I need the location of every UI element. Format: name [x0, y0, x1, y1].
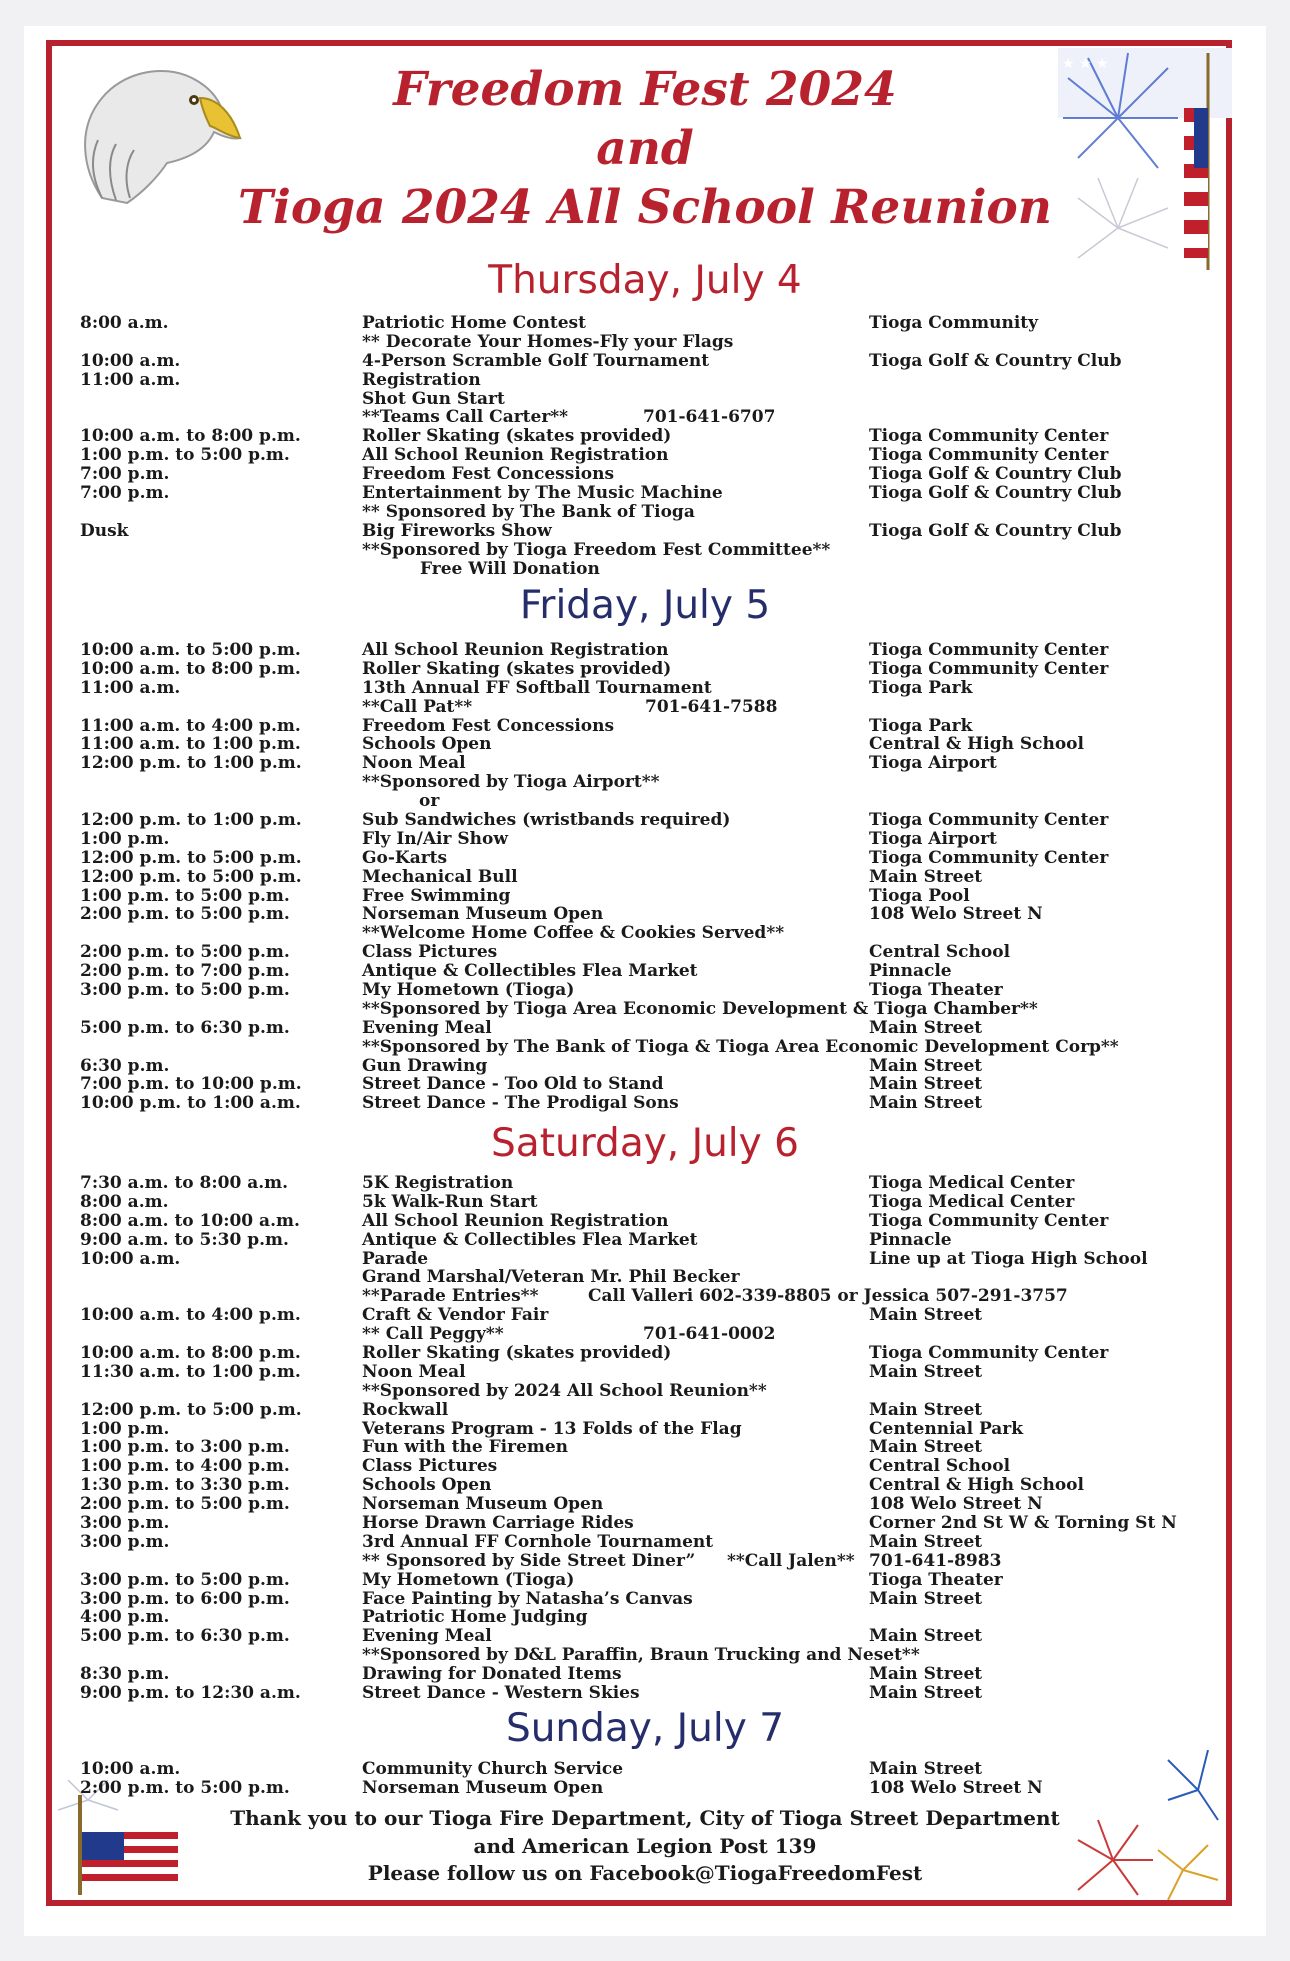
schedule-saturday — [0, 1174, 1290, 1703]
schedule-row — [0, 1075, 1290, 1094]
event-name: Noon Meal — [362, 1361, 466, 1382]
event-time: Dusk — [80, 520, 129, 541]
event-location: Main Street — [869, 1055, 983, 1076]
schedule-row — [0, 1382, 1290, 1401]
event-name: **Welcome Home Coffee & Cookies Served** — [362, 923, 785, 944]
schedule-row — [0, 465, 1290, 484]
event-location: Tioga Medical Center — [869, 1191, 1075, 1212]
schedule-row — [0, 1476, 1290, 1495]
event-location: Tioga Airport — [869, 753, 997, 774]
event-name: Fun with the Firemen — [362, 1437, 569, 1458]
event-time: 12:00 p.m. to 5:00 p.m. — [80, 866, 302, 887]
event-name: Craft & Vendor Fair — [362, 1305, 549, 1326]
schedule-row — [0, 811, 1290, 830]
event-name: Drawing for Donated Items — [362, 1664, 622, 1685]
schedule-row — [0, 1684, 1290, 1703]
event-time: 10:00 a.m. — [80, 350, 181, 371]
event-time: 2:00 p.m. to 7:00 p.m. — [80, 961, 290, 982]
event-name: Patriotic Home Judging — [362, 1607, 588, 1628]
event-time: 2:00 p.m. to 5:00 p.m. — [80, 904, 290, 925]
event-location: Tioga Pool — [869, 885, 970, 906]
event-time: 2:00 p.m. to 5:00 p.m. — [80, 942, 290, 963]
event-location: Main Street — [869, 1399, 983, 1420]
schedule-row — [0, 446, 1290, 465]
event-name: All School Reunion Registration — [362, 1210, 669, 1231]
event-location: Tioga Community Center — [869, 847, 1109, 868]
event-location: Tioga Theater — [869, 980, 1003, 1001]
event-name: All School Reunion Registration — [362, 640, 669, 660]
event-name: Parade — [362, 1248, 429, 1269]
event-time: 11:00 a.m. — [80, 677, 181, 698]
event-location: Corner 2nd St W & Torning St N — [869, 1513, 1177, 1534]
event-location: Pinnacle — [869, 1229, 952, 1250]
event-location: Tioga Community Center — [869, 810, 1109, 831]
event-time: 7:00 p.m. — [80, 464, 170, 485]
event-location: Central & High School — [869, 734, 1084, 755]
event-time: 10:00 p.m. to 1:00 a.m. — [80, 1093, 301, 1114]
schedule-row — [0, 503, 1290, 522]
schedule-row — [0, 1344, 1290, 1363]
event-location: Main Street — [869, 1361, 983, 1382]
event-location: Tioga Theater — [869, 1569, 1003, 1590]
event-name: **Sponsored by D&L Paraffin, Braun Trucking and Neset** — [362, 1645, 920, 1666]
event-name: Norseman Museum Open — [362, 904, 604, 925]
event-location: Tioga Community Center — [869, 1210, 1109, 1231]
event-time: 9:00 p.m. to 12:30 a.m. — [80, 1683, 301, 1704]
event-name: Evening Meal — [362, 1626, 492, 1647]
event-name: Roller Skating (skates provided) — [362, 1343, 672, 1364]
event-time: 1:00 p.m. — [80, 828, 170, 849]
event-location: Main Street — [869, 1664, 983, 1685]
schedule-row — [0, 408, 1290, 427]
schedule-row — [0, 1231, 1290, 1250]
event-location: Central School — [869, 942, 1011, 963]
event-time: 9:00 a.m. to 5:30 p.m. — [80, 1229, 289, 1250]
event-time: 1:00 p.m. — [80, 1418, 170, 1439]
schedule-row — [0, 427, 1290, 446]
event-name: Entertainment by The Music Machine — [362, 483, 723, 504]
event-name: Veterans Program - 13 Folds of the Flag — [362, 1418, 742, 1439]
event-time: 10:00 a.m. to 5:00 p.m. — [80, 640, 301, 660]
event-name: Schools Open — [362, 1475, 492, 1496]
event-name: 5k Walk-Run Start — [362, 1191, 538, 1212]
event-name: Grand Marshal/Veteran Mr. Phil Becker — [362, 1267, 740, 1288]
event-time: 4:00 p.m. — [80, 1607, 170, 1628]
event-time: 12:00 p.m. to 5:00 p.m. — [80, 847, 302, 868]
schedule-row — [0, 1212, 1290, 1231]
event-time: 11:30 a.m. to 1:00 p.m. — [80, 1361, 301, 1382]
contact-info: Call Valleri 602-339-8805 or Jessica 507-291-3757 — [588, 1286, 1068, 1307]
schedule-row — [0, 887, 1290, 906]
event-name: Free Swimming — [362, 885, 511, 906]
schedule-row — [0, 905, 1290, 924]
schedule-row — [0, 754, 1290, 773]
event-time: 8:30 p.m. — [80, 1664, 170, 1685]
event-name: ** Sponsored by The Bank of Tioga — [362, 501, 695, 522]
event-name: Community Church Service — [362, 1759, 624, 1779]
event-location: Central & High School — [869, 1475, 1084, 1496]
event-name: Gun Drawing — [362, 1055, 488, 1076]
event-name: **Call Pat** — [362, 696, 473, 717]
event-location: Main Street — [869, 1093, 983, 1114]
event-location: Tioga Community Center — [869, 445, 1109, 466]
event-time: 1:00 p.m. to 3:00 p.m. — [80, 1437, 290, 1458]
schedule-row — [0, 1608, 1290, 1627]
schedule-row — [0, 314, 1290, 333]
event-name: My Hometown (Tioga) — [362, 1569, 575, 1590]
event-name: Big Fireworks Show — [362, 520, 552, 541]
event-time: 12:00 p.m. to 1:00 p.m. — [80, 753, 302, 774]
event-name: 3rd Annual FF Cornhole Tournament — [362, 1531, 714, 1552]
schedule-row — [0, 773, 1290, 792]
schedule-row — [0, 333, 1290, 352]
schedule-row — [0, 1646, 1290, 1665]
event-time: 1:30 p.m. to 3:30 p.m. — [80, 1475, 290, 1496]
schedule-row — [0, 962, 1290, 981]
schedule-row — [0, 830, 1290, 849]
schedule-row — [0, 1000, 1290, 1019]
schedule-row — [0, 641, 1290, 660]
event-time: 1:00 p.m. to 4:00 p.m. — [80, 1456, 290, 1477]
schedule-row — [0, 371, 1290, 390]
event-time: 12:00 p.m. to 1:00 p.m. — [80, 810, 302, 831]
schedule-row — [0, 352, 1290, 371]
schedule-row — [0, 1438, 1290, 1457]
schedule-row — [0, 484, 1290, 503]
event-time: 11:00 a.m. to 1:00 p.m. — [80, 734, 301, 755]
schedule-row — [0, 1250, 1290, 1269]
schedule-row — [0, 1779, 1290, 1798]
event-location: 701-641-8983 — [869, 1550, 1002, 1571]
event-time: 3:00 p.m. — [80, 1531, 170, 1552]
schedule-row — [0, 1590, 1290, 1609]
event-location: Tioga Park — [869, 677, 973, 698]
schedule-row — [0, 735, 1290, 754]
event-location: Main Street — [869, 1017, 983, 1038]
event-location: Main Street — [869, 866, 983, 887]
event-name: **Sponsored by Tioga Area Economic Development & Tioga Chamber** — [362, 998, 1038, 1019]
title-line-2: and — [596, 121, 694, 176]
svg-text:★ ★ ★: ★ ★ ★ — [1062, 56, 1109, 72]
contact-phone: 701-641-6707 — [643, 407, 776, 428]
event-name: Freedom Fest Concessions — [362, 464, 615, 485]
event-time: 12:00 p.m. to 5:00 p.m. — [80, 1399, 302, 1420]
schedule-row — [0, 560, 1290, 579]
event-note: or — [419, 791, 440, 812]
event-time: 7:00 p.m. to 10:00 p.m. — [80, 1074, 302, 1095]
day-heading-saturday: Saturday, July 6 — [491, 1121, 799, 1166]
event-location: Main Street — [869, 1588, 983, 1609]
schedule-row — [0, 1571, 1290, 1590]
schedule-row — [0, 1514, 1290, 1533]
event-location: 108 Welo Street N — [869, 904, 1043, 925]
event-name: Registration — [362, 369, 481, 390]
event-location: Tioga Airport — [869, 828, 997, 849]
title-line-3: Tioga 2024 All School Reunion — [238, 180, 1052, 235]
footer-line-3: Please follow us on Facebook@TiogaFreedomFest — [367, 1861, 923, 1885]
contact-info: **Call Jalen** — [727, 1550, 855, 1571]
title-line-1: Freedom Fest 2024 — [393, 62, 897, 117]
event-name: Street Dance - Western Skies — [362, 1683, 640, 1704]
event-location: Tioga Golf & Country Club — [869, 350, 1122, 371]
event-time: 7:00 p.m. — [80, 483, 170, 504]
event-location: Tioga Community Center — [869, 1343, 1109, 1364]
event-name: 5K Registration — [362, 1173, 514, 1193]
schedule-row — [0, 1268, 1290, 1287]
day-heading-friday: Friday, July 5 — [519, 583, 771, 628]
schedule-row — [0, 1363, 1290, 1382]
schedule-row — [0, 1420, 1290, 1439]
schedule-friday — [0, 641, 1290, 1113]
event-name: Street Dance - Too Old to Stand — [362, 1074, 664, 1095]
schedule-row — [0, 1094, 1290, 1113]
schedule-row — [0, 1533, 1290, 1552]
schedule-row — [0, 943, 1290, 962]
schedule-row — [0, 679, 1290, 698]
event-time: 11:00 a.m. to 4:00 p.m. — [80, 715, 301, 736]
event-location: Tioga Golf & Country Club — [869, 464, 1122, 485]
event-time: 10:00 a.m. to 8:00 p.m. — [80, 1343, 301, 1364]
event-name: Class Pictures — [362, 942, 498, 963]
schedule-row — [0, 792, 1290, 811]
event-time: 3:00 p.m. to 5:00 p.m. — [80, 980, 290, 1001]
event-name: Mechanical Bull — [362, 866, 518, 887]
event-time: 10:00 a.m. to 8:00 p.m. — [80, 426, 301, 447]
event-time: 2:00 p.m. to 5:00 p.m. — [80, 1777, 290, 1798]
event-time: 5:00 p.m. to 6:30 p.m. — [80, 1626, 290, 1647]
event-location: Tioga Park — [869, 715, 973, 736]
event-name: ** Call Peggy** — [362, 1324, 504, 1345]
event-name: Rockwall — [362, 1399, 449, 1420]
event-name: **Parade Entries** — [362, 1286, 539, 1307]
day-heading-thursday: Thursday, July 4 — [488, 258, 802, 303]
schedule-row — [0, 1401, 1290, 1420]
schedule-row — [0, 698, 1290, 717]
event-location: Main Street — [869, 1531, 983, 1552]
schedule-row — [0, 390, 1290, 409]
schedule-sunday — [0, 1760, 1290, 1798]
schedule-row — [0, 1760, 1290, 1779]
event-name: Go-Karts — [362, 847, 448, 868]
event-time: 10:00 a.m. to 8:00 p.m. — [80, 658, 301, 679]
event-location: Tioga Community Center — [869, 640, 1109, 660]
schedule-row — [0, 924, 1290, 943]
event-name: Noon Meal — [362, 753, 466, 774]
event-name: **Sponsored by The Bank of Tioga & Tioga Area Economic Development Corp** — [362, 1036, 1119, 1057]
thank-you-footer — [0, 1805, 1290, 1888]
event-time: 11:00 a.m. — [80, 369, 181, 390]
schedule-row — [0, 868, 1290, 887]
event-name: Sub Sandwiches (wristbands required) — [362, 810, 731, 831]
event-time: 6:30 p.m. — [80, 1055, 170, 1076]
event-name: **Sponsored by 2024 All School Reunion** — [362, 1380, 767, 1401]
event-name: Fly In/Air Show — [362, 828, 508, 849]
event-location: Line up at Tioga High School — [869, 1248, 1148, 1269]
schedule-row — [0, 1457, 1290, 1476]
schedule-row — [0, 1287, 1290, 1306]
event-name: **Sponsored by Tioga Freedom Fest Committee** — [362, 539, 831, 560]
event-time: 10:00 a.m. to 4:00 p.m. — [80, 1305, 301, 1326]
schedule-thursday — [0, 314, 1290, 578]
event-name: Class Pictures — [362, 1456, 498, 1477]
event-location: Tioga Community Center — [869, 658, 1109, 679]
event-time: 3:00 p.m. to 5:00 p.m. — [80, 1569, 290, 1590]
event-location: Main Street — [869, 1759, 983, 1779]
schedule-row — [0, 849, 1290, 868]
event-location: Tioga Community Center — [869, 426, 1109, 447]
schedule-row — [0, 1665, 1290, 1684]
event-time: 2:00 p.m. to 5:00 p.m. — [80, 1494, 290, 1515]
schedule-row — [0, 1038, 1290, 1057]
event-location: Centennial Park — [869, 1418, 1024, 1439]
schedule-row — [0, 1306, 1290, 1325]
event-location: Pinnacle — [869, 961, 952, 982]
event-time: 8:00 a.m. to 10:00 a.m. — [80, 1210, 300, 1231]
schedule-row — [0, 981, 1290, 1000]
event-name: Norseman Museum Open — [362, 1777, 604, 1798]
event-name: Street Dance - The Prodigal Sons — [362, 1093, 679, 1114]
footer-line-2: and American Legion Post 139 — [473, 1833, 817, 1858]
event-name: ** Sponsored by Side Street Diner” — [362, 1550, 696, 1571]
event-time: 7:30 a.m. to 8:00 a.m. — [80, 1173, 289, 1193]
event-time: 1:00 p.m. to 5:00 p.m. — [80, 885, 290, 906]
event-location: Main Street — [869, 1074, 983, 1095]
event-name: **Sponsored by Tioga Airport** — [362, 772, 660, 793]
contact-phone: 701-641-0002 — [643, 1324, 776, 1345]
event-location: Tioga Golf & Country Club — [869, 483, 1122, 504]
event-time: 8:00 a.m. — [80, 313, 169, 333]
event-time: 1:00 p.m. to 5:00 p.m. — [80, 445, 290, 466]
schedule-row — [0, 1193, 1290, 1212]
schedule-row — [0, 1174, 1290, 1193]
event-name: Antique & Collectibles Flea Market — [362, 961, 698, 982]
schedule-row — [0, 660, 1290, 679]
event-name: 4-Person Scramble Golf Tournament — [362, 350, 710, 371]
event-note: Free Will Donation — [420, 558, 600, 579]
event-time: 8:00 a.m. — [80, 1191, 169, 1212]
event-name: Patriotic Home Contest — [362, 313, 586, 333]
event-name: Norseman Museum Open — [362, 1494, 604, 1515]
footer-line-1: Thank you to our Tioga Fire Department, City of Tioga Street Department — [230, 1806, 1060, 1830]
event-name: My Hometown (Tioga) — [362, 980, 575, 1001]
event-name: Schools Open — [362, 734, 492, 755]
event-name: Freedom Fest Concessions — [362, 715, 615, 736]
event-name: Evening Meal — [362, 1017, 492, 1038]
schedule-row — [0, 717, 1290, 736]
schedule-row — [0, 1325, 1290, 1344]
schedule-row — [0, 1057, 1290, 1076]
event-name: Horse Drawn Carriage Rides — [362, 1513, 634, 1534]
event-name: All School Reunion Registration — [362, 445, 669, 466]
event-name: Roller Skating (skates provided) — [362, 658, 672, 679]
event-location: 108 Welo Street N — [869, 1777, 1043, 1798]
event-location: Main Street — [869, 1305, 983, 1326]
schedule-row — [0, 1552, 1290, 1571]
schedule-row — [0, 522, 1290, 541]
schedule-row — [0, 1627, 1290, 1646]
schedule-row — [0, 1019, 1290, 1038]
event-location: Main Street — [869, 1437, 983, 1458]
schedule-row — [0, 541, 1290, 560]
event-name: Face Painting by Natasha’s Canvas — [362, 1588, 693, 1609]
event-name: Shot Gun Start — [362, 388, 505, 409]
day-heading-sunday: Sunday, July 7 — [505, 1706, 785, 1751]
event-name: Antique & Collectibles Flea Market — [362, 1229, 698, 1250]
event-location: Tioga Community — [869, 313, 1039, 333]
event-location: 108 Welo Street N — [869, 1494, 1043, 1515]
poster-title — [0, 60, 1290, 237]
event-time: 10:00 a.m. — [80, 1759, 181, 1779]
event-time: 10:00 a.m. — [80, 1248, 181, 1269]
event-location: Main Street — [869, 1683, 983, 1704]
event-name: ** Decorate Your Homes-Fly your Flags — [362, 331, 734, 352]
event-time: 3:00 p.m. — [80, 1513, 170, 1534]
event-name: 13th Annual FF Softball Tournament — [362, 677, 712, 698]
schedule-row — [0, 1495, 1290, 1514]
event-time: 3:00 p.m. to 6:00 p.m. — [80, 1588, 290, 1609]
event-location: Main Street — [869, 1626, 983, 1647]
event-location: Tioga Golf & Country Club — [869, 520, 1122, 541]
event-name: **Teams Call Carter** — [362, 407, 569, 428]
event-location: Tioga Medical Center — [869, 1173, 1075, 1193]
contact-phone: 701-641-7588 — [645, 696, 778, 717]
event-time: 5:00 p.m. to 6:30 p.m. — [80, 1017, 290, 1038]
event-name: Roller Skating (skates provided) — [362, 426, 672, 447]
event-location: Central School — [869, 1456, 1011, 1477]
